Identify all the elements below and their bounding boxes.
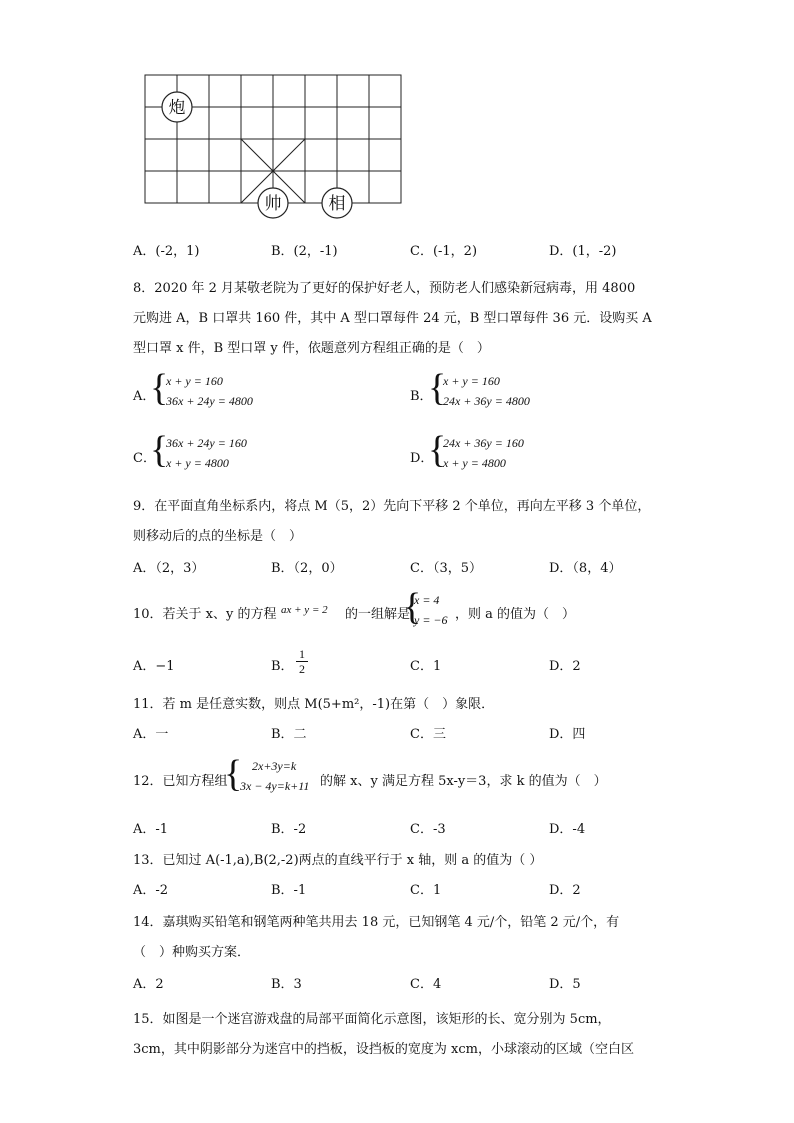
q8-option-b-eq2: 24x + 36y = 4800 [443, 394, 530, 408]
q10-frac-denominator: 2 [296, 661, 308, 676]
q11-option-b[interactable]: B．二 [271, 727, 307, 742]
piece-pao [162, 92, 192, 122]
q13-option-b[interactable]: B．-1 [271, 883, 307, 898]
q11-text: 11．若 m 是任意实数，则点 M(5+m²，-1)在第（ ）象限． [133, 697, 495, 712]
q7-option-a[interactable]: A．(-2，1) [133, 244, 200, 259]
q14-option-b[interactable]: B．3 [271, 977, 302, 992]
piece-xiang [322, 188, 352, 218]
q10-solution-y: y = −6 [414, 613, 448, 627]
piece-shuai-label: 帅 [264, 194, 282, 214]
q10-option-d[interactable]: D．2 [549, 659, 581, 674]
q8-option-b-eq1: x + y = 160 [443, 374, 500, 388]
q8-line-2: 元购进 A，B 口罩共 160 件，其中 A 型口罩每件 24 元，B 型口罩每件 36 元．设购买 A [133, 311, 652, 326]
q8-option-a-eq1: x + y = 160 [166, 374, 223, 388]
q7-option-c[interactable]: C．(-1，2) [410, 244, 478, 259]
q13-option-d[interactable]: D．2 [549, 883, 581, 898]
q8-option-a-eq2: 36x + 24y = 4800 [166, 394, 253, 408]
q11-option-c[interactable]: C．三 [410, 727, 446, 742]
q10-frac-numerator: 1 [299, 647, 305, 661]
piece-shuai [258, 188, 288, 218]
q8-option-d-system [443, 433, 524, 473]
q14-line-1: 14．嘉琪购买铅笔和钢笔两种笔共用去 18 元，已知钢笔 4 元/个，铅笔 2 元/个，有 [133, 915, 620, 930]
q10-solution-x: x = 4 [414, 593, 440, 607]
q12-eq1: 2x+3y=k [252, 759, 297, 773]
q9-option-c[interactable]: C．（3，5） [410, 561, 482, 576]
q8-option-d-brace: { [428, 429, 447, 471]
q8-option-d-label[interactable]: D． [410, 451, 434, 466]
q8-line-3: 型口罩 x 件，B 型口罩 y 件，依题意列方程组正确的是（ ） [133, 341, 490, 356]
q8-option-d-eq2: x + y = 4800 [443, 456, 506, 470]
q9-option-b[interactable]: B．（2，0） [271, 561, 343, 576]
q8-option-c-label[interactable]: C． [133, 451, 156, 466]
q14-line-2: （ ）种购买方案． [133, 945, 251, 960]
piece-xiang-label: 相 [328, 194, 346, 214]
q9-option-a[interactable]: A．（2，3） [133, 561, 205, 576]
q7-option-b[interactable]: B．(2，-1) [271, 244, 338, 259]
q12-option-b[interactable]: B．-2 [271, 822, 307, 837]
q8-option-b-system [443, 371, 530, 411]
q12-suffix: 的解 x、y 满足方程 5x-y＝3，求 k 的值为（ ） [320, 774, 607, 789]
piece-pao-label: 炮 [168, 98, 186, 118]
q11-option-a[interactable]: A．一 [133, 727, 169, 742]
q8-option-a-label[interactable]: A． [133, 389, 156, 404]
q12-brace: { [224, 753, 243, 795]
q9-line-1: 9．在平面直角坐标系内，将点 M（5，2）先向下平移 2 个单位，再向左平移 3 个单位， [133, 499, 651, 514]
q8-option-a-brace: { [150, 367, 169, 409]
q8-option-c-system [166, 433, 247, 473]
q14-option-a[interactable]: A．2 [133, 977, 164, 992]
q12-option-d[interactable]: D．-4 [549, 822, 586, 837]
q10-solution-system [414, 590, 448, 630]
q10-equation: ax + y = 2 [281, 604, 328, 616]
q10-option-b[interactable]: B． [271, 659, 294, 674]
q8-line-1: 8．2020 年 2 月某敬老院为了更好的保护好老人，预防老人们感染新冠病毒，用 4800 [133, 281, 636, 296]
q12-option-c[interactable]: C．-3 [410, 822, 446, 837]
chess-board-figure [130, 60, 420, 230]
q8-option-c-eq2: x + y = 4800 [166, 456, 229, 470]
q12-eq2: 3x − 4y=k+11 [240, 779, 310, 793]
q14-option-d[interactable]: D．5 [549, 977, 581, 992]
q10-prefix: 10．若关于 x、y 的方程 [133, 607, 277, 622]
q10-option-b-fraction [296, 647, 308, 676]
q8-option-d-eq1: 24x + 36y = 160 [443, 436, 524, 450]
q13-option-c[interactable]: C．1 [410, 883, 442, 898]
q12-prefix: 12．已知方程组 [133, 774, 228, 789]
q10-brace: { [403, 586, 422, 628]
q8-option-b-label[interactable]: B． [410, 389, 433, 404]
q8-option-c-brace: { [150, 429, 169, 471]
q7-option-d[interactable]: D．(1，-2) [549, 244, 617, 259]
q8-option-a-system [166, 371, 253, 411]
q9-line-2: 则移动后的点的坐标是（ ） [133, 529, 303, 544]
q10-suffix: ，则 a 的值为（ ） [455, 607, 576, 622]
q14-option-c[interactable]: C．4 [410, 977, 442, 992]
q12-system [240, 756, 309, 796]
q13-text: 13．已知过 A(-1,a),B(2,-2)两点的直线平行于 x 轴，则 a 的值为（ ） [133, 853, 543, 868]
q10-option-a[interactable]: A．−1 [133, 659, 175, 674]
q8-option-c-eq1: 36x + 24y = 160 [166, 436, 247, 450]
q11-option-d[interactable]: D．四 [549, 727, 586, 742]
q13-option-a[interactable]: A．-2 [133, 883, 169, 898]
q10-option-c[interactable]: C．1 [410, 659, 442, 674]
q12-option-a[interactable]: A．-1 [133, 822, 169, 837]
q10-middle: 的一组解是 [345, 607, 411, 622]
q15-line-1: 15．如图是一个迷宫游戏盘的局部平面简化示意图，该矩形的长、宽分别为 5cm， [133, 1012, 611, 1027]
q9-option-d[interactable]: D．（8，4） [549, 561, 622, 576]
q8-option-b-brace: { [428, 367, 447, 409]
q15-line-2: 3cm，其中阴影部分为迷宫中的挡板，设挡板的宽度为 xcm，小球滚动的区域（空白区 [133, 1042, 634, 1057]
